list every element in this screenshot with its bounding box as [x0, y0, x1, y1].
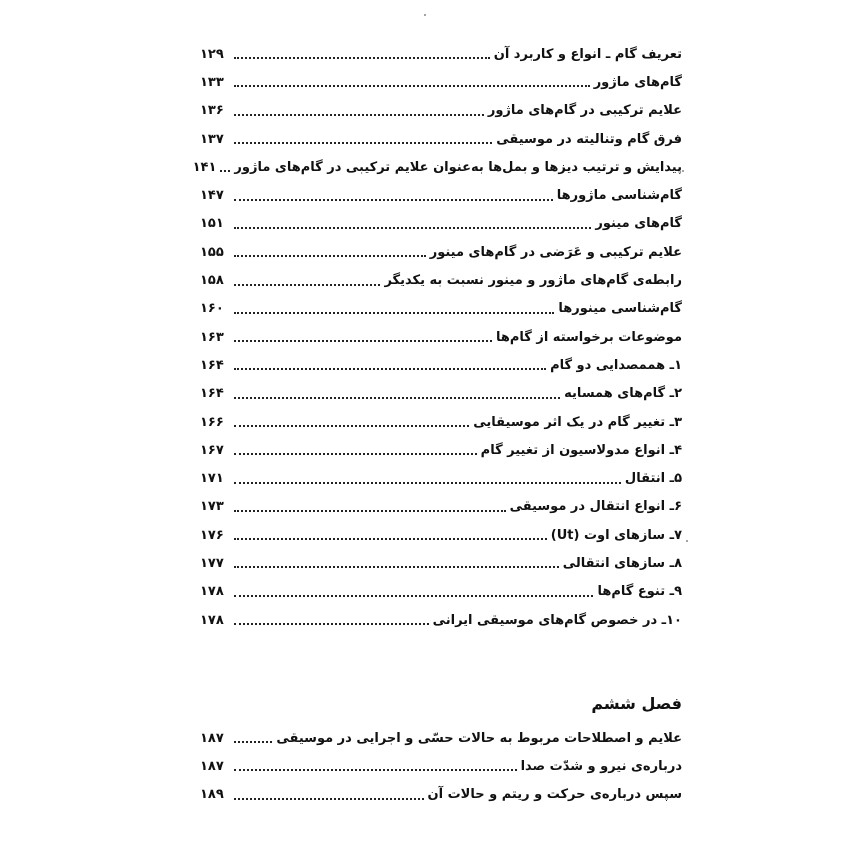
toc-entry-page-number: ۱۳۳ [200, 74, 224, 90]
toc-entry [200, 40, 682, 68]
toc-entry-page-number: ۱۷۸ [200, 584, 224, 600]
toc-entry-page-number: ۱۵۵ [200, 244, 224, 260]
toc-entry-title: ۱۰ـ در خصوص گام‌های موسیقی ایرانی [432, 612, 682, 628]
toc-entry [200, 752, 682, 780]
toc-entry [200, 295, 682, 323]
dot-leader [234, 114, 484, 116]
dot-leader [234, 769, 517, 771]
toc-entry [200, 493, 682, 521]
table-of-contents [192, 40, 682, 634]
dot-leader [234, 312, 554, 314]
toc-entry [200, 436, 682, 464]
toc-entry-title: درباره‌ی نیرو و شدّت صدا [520, 758, 682, 774]
toc-entry-page-number: ۱۳۷ [200, 131, 224, 147]
dot-leader [234, 284, 380, 286]
toc-entry-page-number: ۱۷۱ [200, 471, 224, 487]
toc-entry [200, 266, 682, 294]
toc-entry-page-number: ۱۲۹ [200, 46, 224, 62]
toc-entry-page-number: ۱۷۶ [200, 527, 224, 543]
toc-entry-title: علایم و اصطلاحات مربوط به حالات حسّی و اجرایی در موسیقی [276, 730, 682, 746]
toc-entry [192, 153, 682, 181]
toc-entry [200, 578, 682, 606]
dot-leader [234, 397, 560, 399]
toc-entry [200, 549, 682, 577]
toc-entry-page-number: ۱۶۴ [200, 357, 224, 373]
dot-leader [234, 453, 477, 455]
toc-entry [200, 351, 682, 379]
toc-entry [200, 125, 682, 153]
toc-entry-title: ۷ـ سازهای اوت (Ut) [550, 527, 682, 543]
toc-entry-title: علایم ترکیبی و عَرَضی در گام‌های مینور [429, 244, 682, 260]
toc-entry-title: گام‌شناسی ماژورها [556, 188, 682, 204]
toc-entry [200, 380, 682, 408]
toc-entry [200, 408, 682, 436]
dot-leader [234, 57, 490, 59]
toc-entry-page-number: ۱۵۱ [200, 216, 224, 232]
toc-entry [200, 97, 682, 125]
dot-leader [234, 227, 591, 229]
toc-entry [200, 238, 682, 266]
toc-entry [200, 68, 682, 96]
dot-leader [234, 741, 272, 743]
toc-entry [200, 724, 682, 752]
dot-leader [234, 482, 621, 484]
dot-leader [234, 255, 426, 257]
toc-entry-title: گام‌شناسی مینورها [558, 301, 682, 317]
toc-entry [200, 464, 682, 492]
toc-entry-title: سپس درباره‌ی حرکت و ریتم و حالات آن [427, 787, 682, 803]
toc-entry [200, 210, 682, 238]
dot-leader [234, 425, 469, 427]
scan-speck [686, 540, 688, 542]
dot-leader [234, 85, 590, 87]
dot-leader [234, 199, 553, 201]
dot-leader [234, 566, 559, 568]
toc-entry-title: علایم ترکیبی در گام‌های ماژور [487, 103, 682, 119]
toc-entry-page-number: ۱۶۰ [200, 301, 224, 317]
dot-leader [234, 623, 429, 625]
toc-entry-title: ۴ـ انواع مدولاسیون از تغییر گام [480, 442, 682, 458]
toc-entry-page-number: ۱۷۷ [200, 555, 224, 571]
toc-entry-title: ۱ـ هممصدایی دو گام [550, 357, 682, 373]
toc-entry-title: فرق گام وتنالیته در موسیقی [496, 131, 682, 147]
scan-speck [682, 170, 684, 172]
toc-entry [200, 606, 682, 634]
toc-entry-title: ۶ـ انواع انتقال در موسیقی [509, 499, 682, 515]
toc-entry-title: ۳ـ تغییر گام در یک اثر موسیقایی [473, 414, 682, 430]
dot-leader [234, 368, 546, 370]
dot-leader [234, 510, 506, 512]
toc-entry-page-number: ۱۸۷ [200, 758, 224, 774]
dot-leader [234, 798, 424, 800]
toc-entry-page-number: ۱۶۴ [200, 386, 224, 402]
dot-leader [220, 170, 230, 172]
toc-entry-title: موضوعات برخواسته از گام‌ها [495, 329, 682, 345]
toc-entry-title: ۵ـ انتقال [624, 471, 682, 487]
toc-entry [200, 781, 682, 809]
toc-entry-page-number: ۱۶۳ [200, 329, 224, 345]
chapter-heading: فصل ششم [591, 694, 682, 713]
toc-entry-page-number: ۱۴۷ [200, 188, 224, 204]
toc-entry-title: پیدایش و ترتیب دیزها و بمل‌ها به‌عنوان علایم ترکیبی در گام‌های ماژور [234, 159, 682, 175]
dot-leader [234, 595, 593, 597]
toc-entry-title: رابطه‌ی گام‌های ماژور و مینور نسبت به یکدیگر [384, 273, 682, 289]
toc-entry-page-number: ۱۶۷ [200, 442, 224, 458]
toc-entry-title: ۲ـ گام‌های همسایه [564, 386, 682, 402]
toc-entry-page-number: ۱۸۷ [200, 730, 224, 746]
toc-entry-title: گام‌های ماژور [593, 74, 682, 90]
toc-entry-title: گام‌های مینور [595, 216, 682, 232]
dot-leader [234, 538, 547, 540]
toc-entry [200, 323, 682, 351]
toc-entry-title: ۹ـ تنوع گام‌ها [597, 584, 682, 600]
toc-entry-page-number: ۱۵۸ [200, 273, 224, 289]
toc-entry-page-number: ۱۸۹ [200, 787, 224, 803]
toc-entry-title: تعریف گام ـ انواع و کاربرد آن [493, 46, 682, 62]
table-of-contents-chapter-6 [200, 724, 682, 809]
dot-leader [234, 340, 492, 342]
toc-entry-page-number: ۱۴۱ [192, 159, 217, 175]
toc-entry-page-number: ۱۶۶ [200, 414, 224, 430]
toc-entry-page-number: ۱۷۸ [200, 612, 224, 628]
toc-entry-page-number: ۱۷۳ [200, 499, 224, 515]
toc-entry [200, 521, 682, 549]
toc-entry [200, 181, 682, 209]
toc-entry-title: ۸ـ سازهای انتقالی [562, 555, 682, 571]
dot-leader [234, 142, 492, 144]
toc-entry-page-number: ۱۳۶ [200, 103, 224, 119]
scan-speck [424, 14, 426, 16]
